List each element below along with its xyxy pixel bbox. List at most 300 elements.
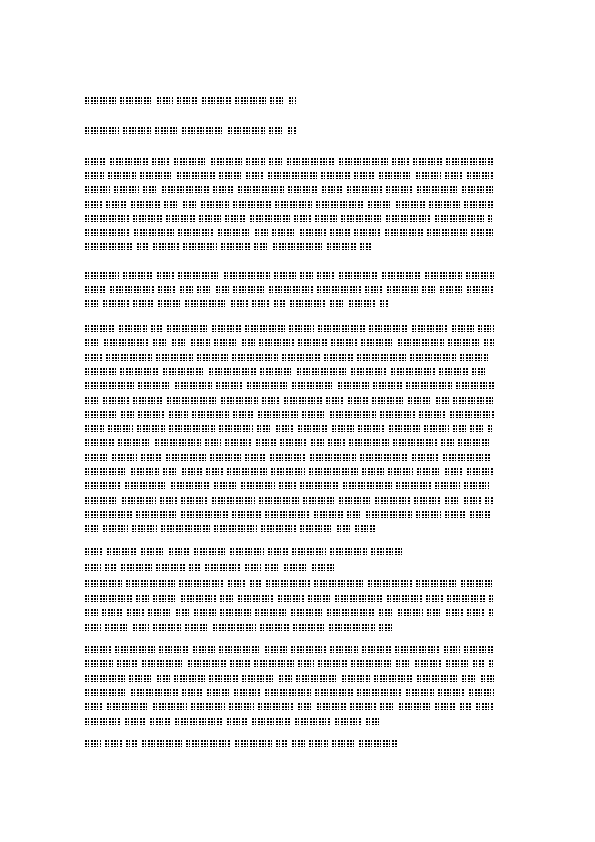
- word-block: [287, 158, 335, 165]
- word-block: [85, 382, 134, 389]
- word-block: [227, 718, 248, 725]
- word-block: [161, 525, 210, 532]
- word-block: [181, 595, 216, 602]
- word-block: [371, 548, 402, 555]
- word-block: [108, 425, 133, 432]
- text-line: [85, 382, 494, 389]
- word-block: [296, 675, 338, 682]
- word-block: [298, 703, 313, 710]
- word-block: [312, 564, 336, 571]
- word-block: [372, 397, 404, 404]
- word-block: [308, 595, 331, 602]
- word-block: [194, 548, 226, 555]
- word-block: [85, 718, 121, 725]
- word-block: [216, 382, 243, 389]
- word-block: [169, 425, 215, 432]
- word-block: [108, 172, 136, 179]
- word-block: [470, 511, 491, 518]
- text-line: [85, 497, 494, 504]
- word-block: [233, 201, 271, 208]
- word-block: [206, 468, 223, 475]
- word-block: [202, 97, 231, 104]
- word-block: [380, 300, 389, 307]
- word-block: [445, 468, 463, 475]
- word-block: [85, 339, 100, 346]
- word-block: [133, 300, 154, 307]
- word-block: [85, 286, 106, 293]
- word-block: [265, 689, 311, 696]
- word-block: [298, 425, 328, 432]
- text-line: [85, 425, 494, 432]
- word-block: [228, 127, 265, 134]
- word-block: [300, 272, 313, 279]
- word-block: [85, 660, 113, 667]
- word-block: [246, 172, 264, 179]
- word-block: [160, 497, 177, 504]
- word-block: [85, 740, 101, 747]
- word-block: [105, 624, 129, 631]
- word-block: [259, 497, 299, 504]
- word-block: [469, 689, 494, 696]
- word-block: [131, 201, 160, 208]
- word-block: [158, 286, 176, 293]
- text-line: [85, 339, 494, 346]
- word-block: [452, 325, 474, 332]
- word-block: [276, 425, 294, 432]
- word-block: [300, 525, 333, 532]
- word-block: [174, 158, 207, 165]
- word-block: [163, 368, 205, 375]
- word-block: [107, 548, 137, 555]
- word-block: [232, 511, 261, 518]
- word-block: [110, 158, 148, 165]
- word-block: [354, 172, 375, 179]
- word-block: [164, 201, 179, 208]
- word-block: [199, 215, 221, 222]
- word-block: [269, 158, 283, 165]
- word-block: [114, 186, 139, 193]
- word-block: [332, 740, 355, 747]
- word-block: [359, 740, 397, 747]
- word-block: [221, 397, 258, 404]
- word-block: [175, 718, 223, 725]
- word-block: [234, 689, 261, 696]
- word-block: [162, 186, 209, 193]
- word-block: [422, 286, 436, 293]
- word-block: [151, 325, 163, 332]
- word-block: [297, 368, 347, 375]
- word-block: [351, 368, 387, 375]
- word-block: [274, 300, 286, 307]
- word-block: [241, 482, 275, 489]
- word-block: [228, 580, 246, 587]
- word-block: [470, 425, 484, 432]
- word-block: [444, 646, 460, 653]
- word-block: [393, 439, 437, 446]
- word-block: [157, 272, 174, 279]
- word-block: [141, 548, 165, 555]
- word-block: [357, 354, 406, 361]
- text-line: [85, 354, 494, 361]
- word-block: [289, 97, 296, 104]
- word-block: [245, 325, 285, 332]
- word-block: [408, 397, 432, 404]
- word-block: [183, 243, 217, 250]
- word-block: [85, 454, 108, 461]
- word-block: [175, 382, 212, 389]
- text-line: [85, 368, 494, 375]
- word-block: [233, 286, 265, 293]
- word-block: [157, 675, 170, 682]
- text-line: [85, 454, 494, 461]
- text-line: [85, 439, 494, 446]
- word-block: [380, 703, 395, 710]
- word-block: [303, 497, 335, 504]
- word-block: [166, 215, 195, 222]
- word-block: [138, 382, 171, 389]
- word-block: [136, 595, 149, 602]
- word-block: [106, 354, 152, 361]
- word-block: [332, 425, 354, 432]
- word-block: [467, 286, 494, 293]
- word-block: [131, 468, 159, 475]
- word-block: [292, 548, 326, 555]
- word-block: [321, 172, 350, 179]
- word-block: [85, 300, 99, 307]
- word-block: [489, 595, 494, 602]
- word-block: [181, 511, 228, 518]
- word-block: [311, 439, 324, 446]
- word-block: [269, 286, 313, 293]
- word-block: [366, 511, 412, 518]
- word-block: [103, 525, 128, 532]
- text-line: [85, 300, 389, 307]
- text-line: [85, 286, 494, 293]
- text-line: [85, 511, 494, 518]
- text-line: [85, 548, 402, 555]
- word-block: [330, 300, 345, 307]
- word-block: [446, 158, 494, 165]
- text-line: [85, 243, 371, 250]
- word-block: [406, 689, 434, 696]
- word-block: [278, 595, 304, 602]
- word-block: [288, 127, 296, 134]
- word-block: [473, 660, 485, 667]
- word-block: [137, 425, 165, 432]
- word-block: [167, 325, 208, 332]
- word-block: [214, 339, 238, 346]
- word-block: [158, 300, 181, 307]
- word-block: [105, 740, 122, 747]
- word-block: [85, 468, 127, 475]
- word-block: [171, 482, 210, 489]
- word-block: [375, 497, 410, 504]
- word-block: [488, 425, 494, 432]
- word-block: [85, 325, 115, 332]
- word-block: [270, 97, 285, 104]
- word-block: [209, 675, 238, 682]
- word-block: [467, 468, 494, 475]
- word-block: [230, 660, 250, 667]
- word-block: [148, 609, 172, 616]
- word-block: [462, 186, 494, 193]
- word-block: [339, 497, 371, 504]
- word-block: [174, 675, 205, 682]
- word-block: [489, 660, 494, 667]
- word-block: [188, 660, 226, 667]
- word-block: [166, 454, 206, 461]
- word-block: [327, 609, 375, 616]
- text-line: [85, 229, 494, 236]
- word-block: [368, 580, 412, 587]
- word-block: [85, 439, 114, 446]
- word-block: [484, 339, 494, 346]
- word-block: [330, 548, 367, 555]
- word-block: [288, 186, 318, 193]
- word-block: [85, 689, 127, 696]
- word-block: [330, 646, 358, 653]
- word-block: [366, 718, 380, 725]
- word-block: [335, 595, 383, 602]
- word-block: [291, 609, 323, 616]
- heading-line: [85, 127, 296, 134]
- word-block: [309, 740, 328, 747]
- word-block: [440, 286, 463, 293]
- word-block: [268, 548, 288, 555]
- word-block: [85, 97, 116, 104]
- word-block: [120, 368, 159, 375]
- word-block: [461, 580, 494, 587]
- word-block: [197, 354, 228, 361]
- word-block: [373, 382, 402, 389]
- word-block: [276, 740, 288, 747]
- word-block: [104, 339, 149, 346]
- word-block: [365, 286, 383, 293]
- text-line: [85, 482, 494, 489]
- word-block: [360, 243, 371, 250]
- word-block: [271, 468, 305, 475]
- word-block: [385, 229, 423, 236]
- word-block: [445, 511, 466, 518]
- word-block: [341, 215, 382, 222]
- word-block: [85, 229, 130, 236]
- word-block: [362, 468, 384, 475]
- word-block: [126, 740, 138, 747]
- word-block: [436, 397, 449, 404]
- word-block: [259, 339, 294, 346]
- word-block: [191, 703, 225, 710]
- word-block: [85, 201, 102, 208]
- word-block: [185, 624, 209, 631]
- word-block: [258, 703, 294, 710]
- word-block: [214, 482, 237, 489]
- word-block: [85, 243, 133, 250]
- text-line: [85, 411, 494, 418]
- word-block: [225, 439, 252, 446]
- word-block: [329, 624, 375, 631]
- word-block: [185, 300, 227, 307]
- word-block: [221, 243, 250, 250]
- word-block: [105, 564, 117, 571]
- word-block: [265, 564, 280, 571]
- word-block: [177, 172, 215, 179]
- word-block: [122, 497, 156, 504]
- word-block: [191, 339, 210, 346]
- word-block: [471, 229, 493, 236]
- word-block: [159, 646, 189, 653]
- word-block: [347, 511, 362, 518]
- word-block: [212, 497, 255, 504]
- word-block: [467, 609, 485, 616]
- word-block: [279, 675, 292, 682]
- word-block: [317, 286, 361, 293]
- word-block: [416, 580, 457, 587]
- word-block: [134, 229, 174, 236]
- word-block: [302, 411, 326, 418]
- word-block: [169, 548, 190, 555]
- word-block: [448, 339, 480, 346]
- word-block: [300, 482, 339, 489]
- text-line: [85, 272, 494, 279]
- word-block: [172, 339, 187, 346]
- word-block: [392, 158, 409, 165]
- word-block: [150, 718, 171, 725]
- word-block: [274, 272, 296, 279]
- word-block: [85, 411, 117, 418]
- word-block: [284, 397, 322, 404]
- word-block: [262, 397, 280, 404]
- word-block: [140, 172, 173, 179]
- text-line: [85, 646, 494, 653]
- word-block: [446, 609, 463, 616]
- word-block: [324, 354, 353, 361]
- word-block: [358, 425, 385, 432]
- word-block: [447, 595, 485, 602]
- word-block: [232, 354, 278, 361]
- word-block: [435, 482, 460, 489]
- word-block: [330, 229, 350, 236]
- word-block: [254, 243, 269, 250]
- word-block: [183, 201, 197, 208]
- word-block: [374, 675, 413, 682]
- text-line: [85, 525, 375, 532]
- word-block: [182, 468, 202, 475]
- word-block: [219, 172, 242, 179]
- word-block: [464, 482, 489, 489]
- word-block: [85, 127, 119, 134]
- text-line: [85, 397, 494, 404]
- word-block: [273, 243, 323, 250]
- word-block: [280, 439, 307, 446]
- word-block: [295, 718, 331, 725]
- word-block: [460, 354, 488, 361]
- word-block: [163, 468, 178, 475]
- word-block: [112, 454, 137, 461]
- word-block: [453, 397, 494, 404]
- text-line: [85, 609, 494, 616]
- word-block: [85, 425, 104, 432]
- word-block: [458, 439, 490, 446]
- word-block: [265, 511, 310, 518]
- word-block: [85, 482, 121, 489]
- word-block: [275, 201, 312, 208]
- word-block: [265, 646, 287, 653]
- text-line: [85, 660, 494, 667]
- word-block: [205, 564, 241, 571]
- word-block: [85, 624, 101, 631]
- word-block: [167, 397, 217, 404]
- word-block: [115, 646, 155, 653]
- word-block: [292, 740, 305, 747]
- word-block: [426, 595, 443, 602]
- word-block: [85, 548, 103, 555]
- word-block: [435, 215, 484, 222]
- word-block: [133, 397, 163, 404]
- word-block: [235, 740, 272, 747]
- word-block: [478, 325, 494, 332]
- word-block: [298, 660, 314, 667]
- word-block: [438, 689, 465, 696]
- word-block: [382, 272, 421, 279]
- word-block: [256, 439, 276, 446]
- word-block: [155, 127, 178, 134]
- word-block: [131, 689, 178, 696]
- word-block: [137, 243, 149, 250]
- word-block: [472, 368, 487, 375]
- word-block: [414, 497, 441, 504]
- word-block: [254, 660, 294, 667]
- word-block: [396, 482, 431, 489]
- word-block: [293, 624, 325, 631]
- word-block: [464, 646, 494, 653]
- word-block: [337, 525, 351, 532]
- word-block: [315, 215, 337, 222]
- word-block: [316, 201, 364, 208]
- word-block: [347, 186, 382, 193]
- word-block: [250, 215, 290, 222]
- word-block: [425, 272, 462, 279]
- word-block: [339, 158, 388, 165]
- word-block: [260, 624, 289, 631]
- word-block: [85, 646, 111, 653]
- word-block: [258, 411, 298, 418]
- word-block: [197, 286, 212, 293]
- word-block: [351, 660, 392, 667]
- word-block: [220, 609, 251, 616]
- word-block: [417, 186, 458, 193]
- word-block: [235, 97, 266, 104]
- word-block: [327, 243, 356, 250]
- text-line: [85, 718, 380, 725]
- word-block: [481, 675, 494, 682]
- word-block: [141, 454, 162, 461]
- word-block: [343, 482, 392, 489]
- word-block: [399, 703, 431, 710]
- word-block: [85, 675, 125, 682]
- word-block: [272, 229, 296, 236]
- word-block: [133, 215, 162, 222]
- word-block: [186, 740, 231, 747]
- word-block: [250, 580, 262, 587]
- word-block: [342, 675, 370, 682]
- word-block: [291, 646, 326, 653]
- word-block: [354, 229, 381, 236]
- word-block: [360, 454, 408, 461]
- word-block: [350, 703, 376, 710]
- word-block: [284, 564, 308, 571]
- word-block: [255, 229, 268, 236]
- word-block: [194, 609, 216, 616]
